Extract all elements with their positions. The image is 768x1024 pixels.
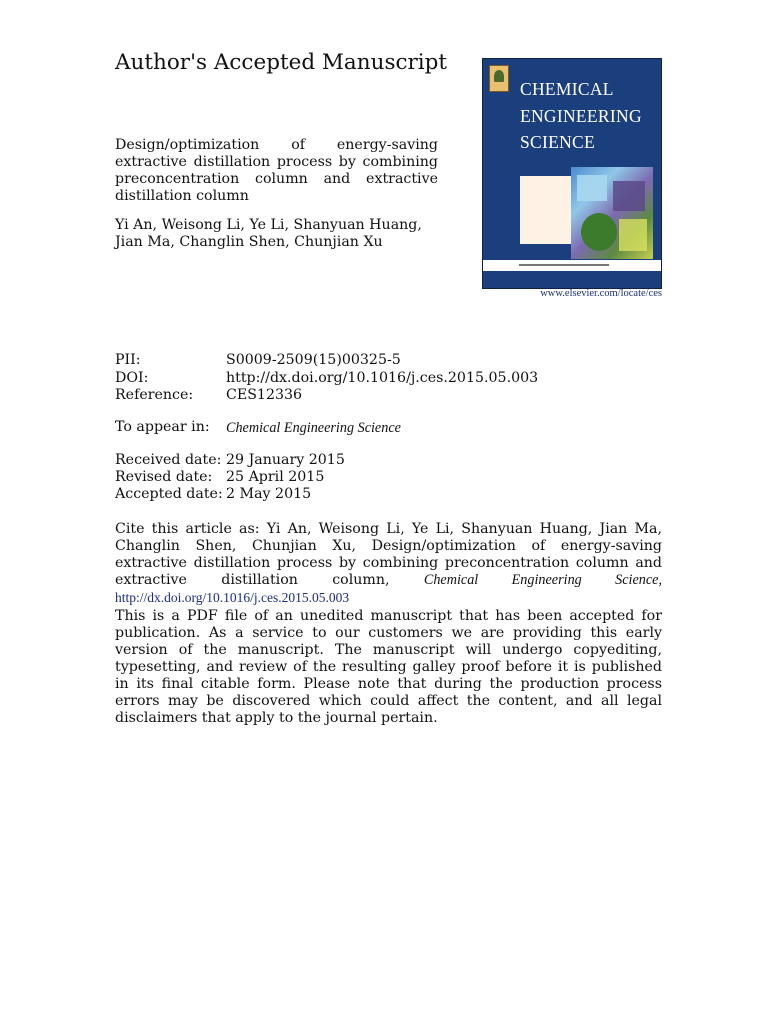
appear-in-label: To appear in: bbox=[115, 419, 210, 435]
journal-cover-image bbox=[482, 58, 662, 289]
citation-text: Cite this article as: Yi An, Weisong Li, Ye Li, Shanyuan Huang, Jian Ma, Changlin Shen, Chunjian Xu, Design/optimization of energy-saving extractive distillation process by combining preconcentration column and extractive distillation column, bbox=[115, 521, 662, 588]
citation-journal: Chemical Engineering Science, bbox=[423, 572, 663, 588]
cover-strip bbox=[483, 260, 662, 271]
author-list: Yi An, Weisong Li, Ye Li, Shanyuan Huang, Jian Ma, Changlin Shen, Chunjian Xu bbox=[115, 217, 422, 250]
received-date-value: 29 January 2015 bbox=[226, 452, 345, 468]
citation-doi-link[interactable]: http://dx.doi.org/10.1016/j.ces.2015.05.003 bbox=[115, 590, 350, 605]
doi-link[interactable]: http://dx.doi.org/10.1016/j.ces.2015.05.003 bbox=[226, 370, 539, 386]
revised-date-value: 25 April 2015 bbox=[226, 469, 325, 485]
article-title: Design/optimization of energy-saving extractive distillation process by combining preconcentration column and extractive distillation column bbox=[115, 137, 438, 204]
appear-in-journal: Chemical Engineering Science bbox=[226, 420, 401, 436]
revised-date-label: Revised date: bbox=[115, 469, 213, 485]
cover-artwork bbox=[571, 167, 653, 259]
reference-value: CES12336 bbox=[226, 387, 303, 403]
accepted-date-label: Accepted date: bbox=[115, 486, 223, 502]
pii-value: S0009-2509(15)00325-5 bbox=[226, 352, 401, 368]
received-date-label: Received date: bbox=[115, 452, 222, 468]
page-title: Author's Accepted Manuscript bbox=[115, 50, 448, 75]
accepted-date-value: 2 May 2015 bbox=[226, 486, 312, 502]
disclaimer-paragraph: This is a PDF file of an unedited manuscript that has been accepted for publication. As a service to our customers we are providing this early version of the manuscript. The manuscript will undergo copyediting, typesetting, and review of the resulting galley proof before it is published in its final citable form. Please note that during the production process errors may be discovered which could affect the content, and all legal disclaimers that apply to the journal pertain. bbox=[115, 608, 662, 726]
doi-label: DOI: bbox=[115, 370, 149, 386]
citation-block bbox=[115, 521, 662, 607]
cover-journal-line: ENGINEERING bbox=[520, 105, 642, 126]
cover-journal-name bbox=[520, 76, 660, 156]
cover-journal-line: CHEMICAL bbox=[520, 79, 614, 99]
reference-label: Reference: bbox=[115, 387, 194, 403]
elsevier-logo-icon bbox=[489, 65, 509, 92]
pii-label: PII: bbox=[115, 352, 141, 368]
journal-url-link[interactable]: www.elsevier.com/locate/ces bbox=[540, 288, 662, 299]
cover-journal-line: SCIENCE bbox=[520, 132, 596, 152]
